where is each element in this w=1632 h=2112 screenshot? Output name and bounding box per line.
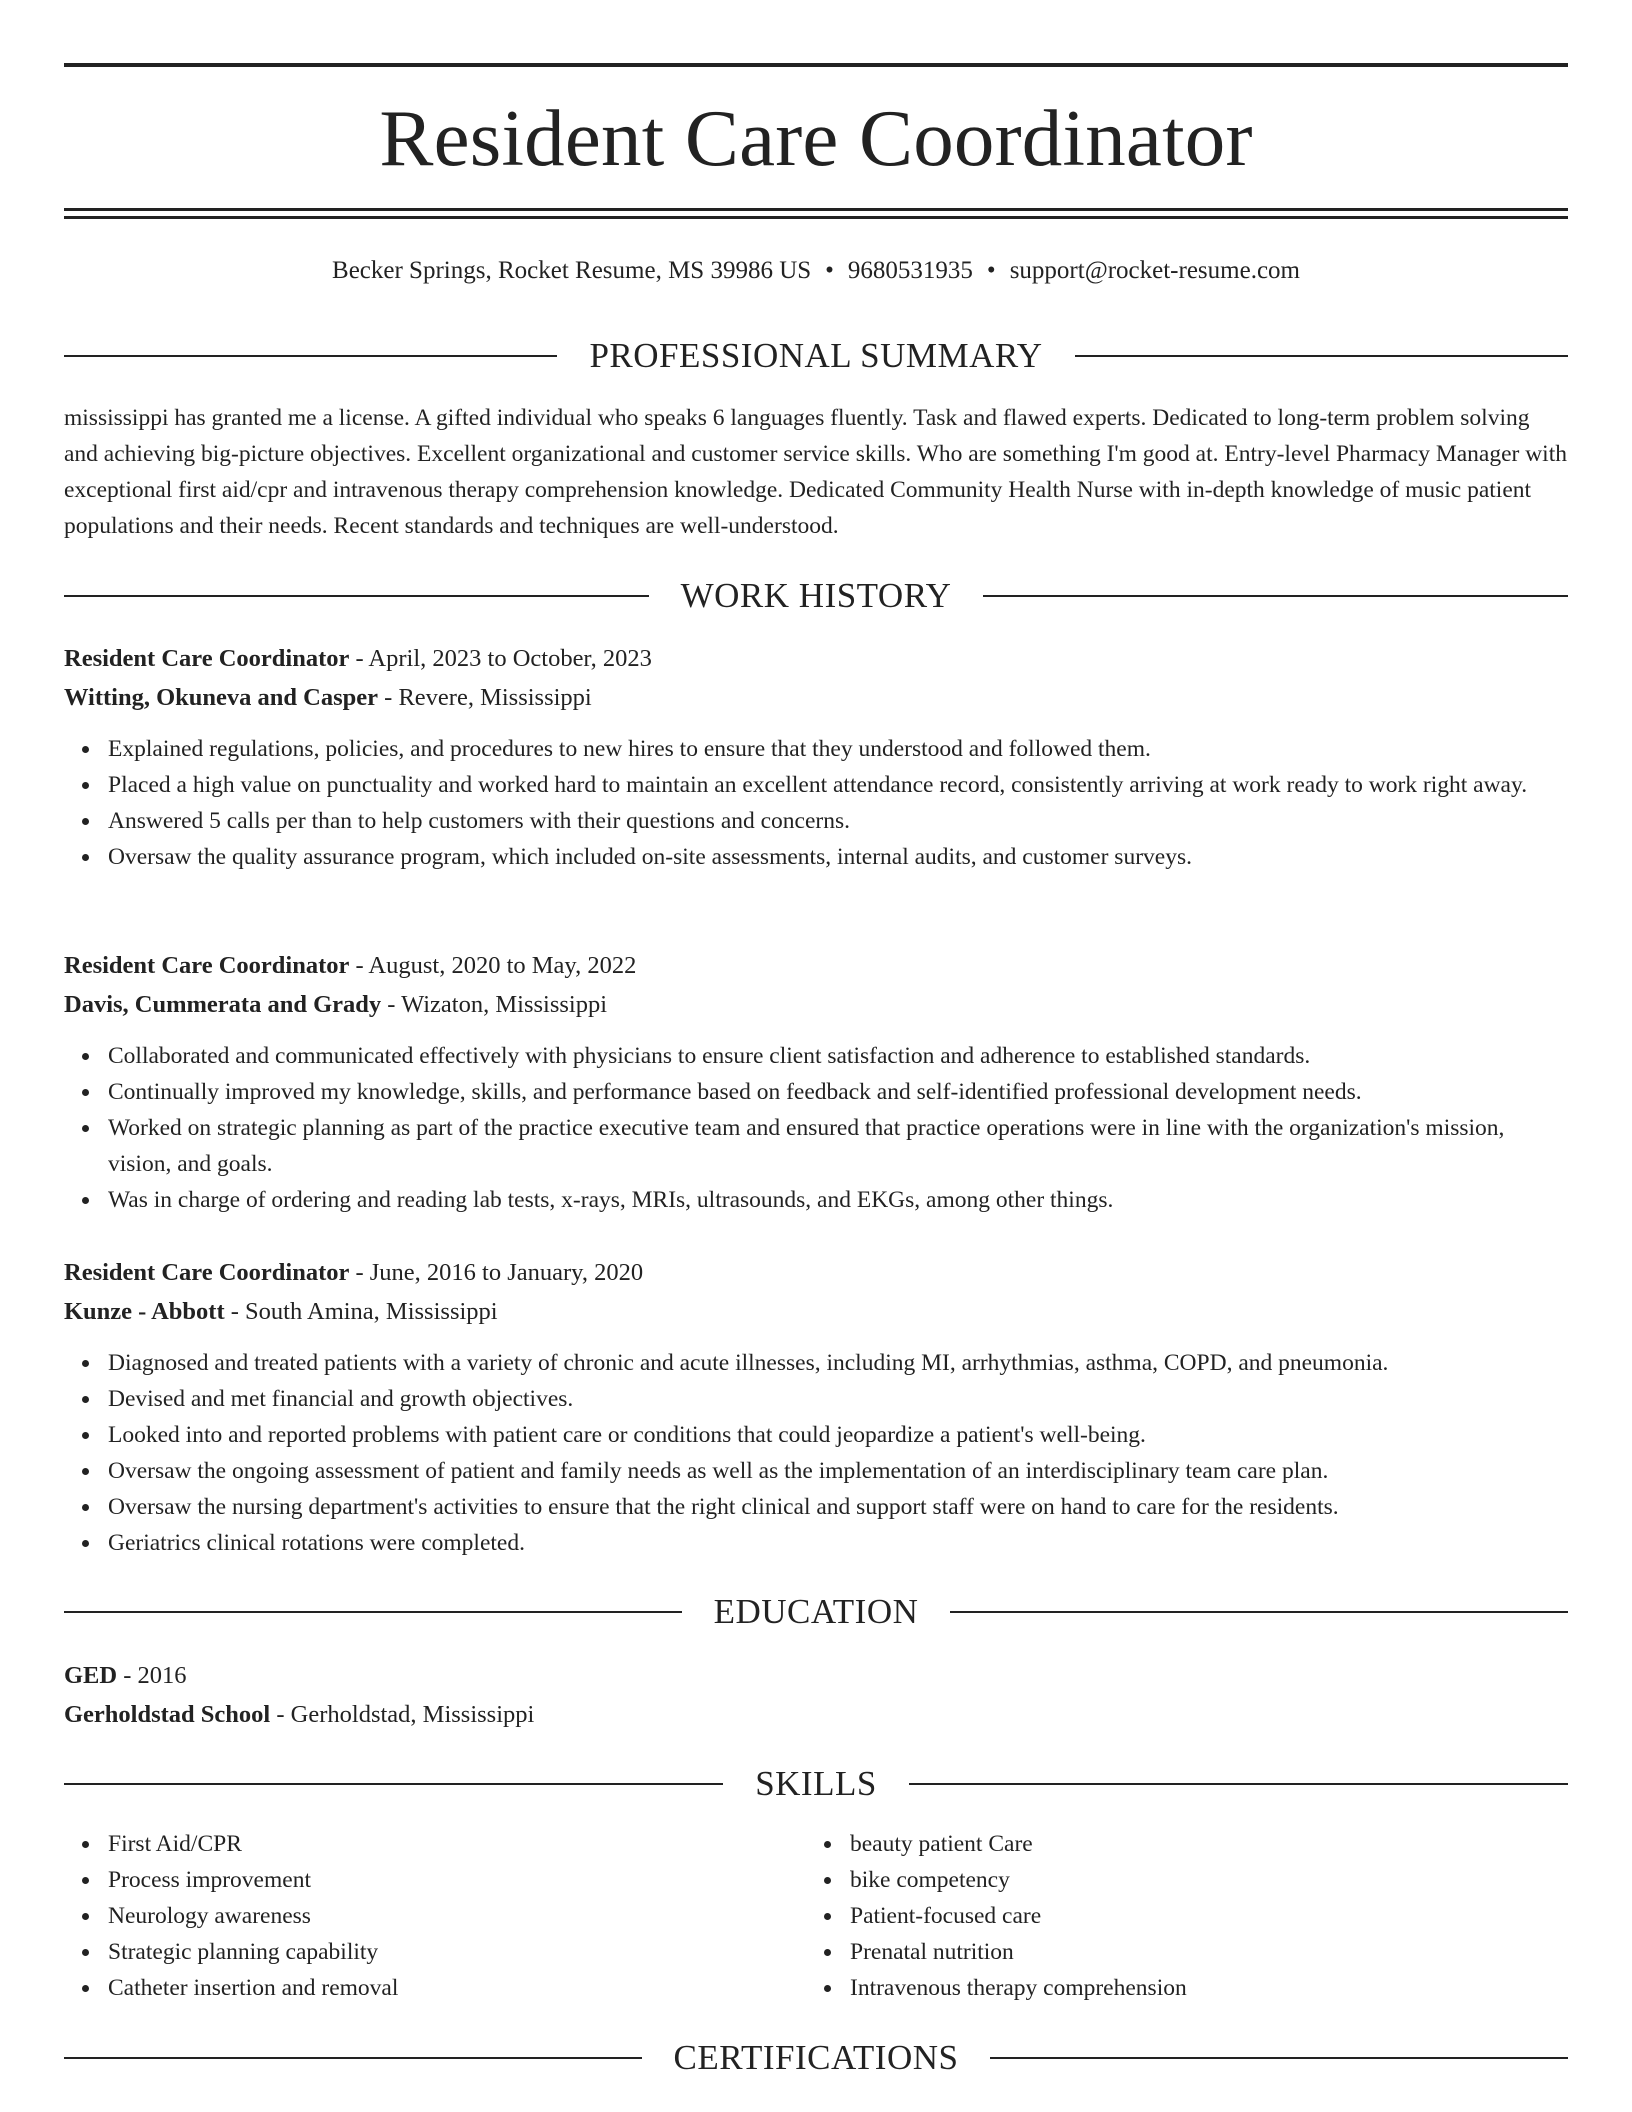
skill-item: Catheter insertion and removal	[108, 1970, 806, 2006]
job-entry-2	[64, 947, 1568, 1218]
job-company: Davis, Cummerata and Grady	[64, 991, 382, 1018]
job-bullet: Oversaw the ongoing assessment of patient and family needs as well as the implementation of an interdisciplinary team care plan.	[108, 1453, 1568, 1489]
job-bullet: Explained regulations, policies, and procedures to new hires to ensure that they understood and followed them.	[108, 731, 1568, 767]
job-bullet: Continually improved my knowledge, skills, and performance based on feedback and self-identified professional development needs.	[108, 1074, 1568, 1110]
contact-email: support@rocket-resume.com	[1009, 257, 1300, 284]
job-bullet: Oversaw the quality assurance program, which included on-site assessments, internal audits, and customer surveys.	[108, 839, 1568, 875]
section-rule-left	[64, 355, 557, 357]
section-rule-right	[909, 1783, 1568, 1785]
section-header-education	[64, 1590, 1568, 1634]
section-header-certifications	[64, 2036, 1568, 2080]
job-dates: - April, 2023 to October, 2023	[349, 645, 652, 672]
contact-line	[64, 254, 1568, 288]
job-title: Resident Care Coordinator	[64, 1259, 350, 1286]
job-bullet: Diagnosed and treated patients with a variety of chronic and acute illnesses, including MI, arrhythmias, asthma, COPD, and pneumonia.	[108, 1345, 1568, 1381]
job-bullets	[64, 1038, 1568, 1218]
contact-address: Becker Springs, Rocket Resume, MS 39986 US	[332, 257, 812, 284]
job-bullets	[64, 731, 1568, 875]
section-rule-left	[64, 1783, 723, 1785]
skills-column-left	[64, 1826, 806, 2006]
contact-separator: •	[986, 257, 996, 284]
contact-separator: •	[825, 257, 834, 284]
section-rule-right	[983, 595, 1568, 597]
job-bullet: Devised and met financial and growth objectives.	[108, 1381, 1568, 1417]
job-location: - Wizaton, Mississippi	[381, 991, 608, 1018]
job-title: Resident Care Coordinator	[64, 952, 350, 979]
job-location: - South Amina, Mississippi	[224, 1298, 498, 1325]
skills-bullets-right	[806, 1826, 1548, 2006]
education-location: - Gerholdstad, Mississippi	[270, 1701, 535, 1728]
job-bullet: Worked on strategic planning as part of the practice executive team and ensured that practice operations were in line with the organization's mission, vision, and goals.	[108, 1110, 1568, 1182]
skills-column-right	[806, 1826, 1548, 2006]
job-bullet: Geriatrics clinical rotations were completed.	[108, 1525, 1568, 1561]
section-rule-left	[64, 595, 649, 597]
section-header-skills	[64, 1762, 1568, 1806]
job-bullet: Looked into and reported problems with patient care or conditions that could jeopardize a patient's well-being.	[108, 1417, 1568, 1453]
skill-item: First Aid/CPR	[108, 1826, 806, 1862]
section-title-skills: SKILLS	[755, 1764, 877, 1803]
job-bullet: Collaborated and communicated effectively with physicians to ensure client satisfaction and adherence to established standards.	[108, 1038, 1568, 1074]
skill-item: beauty patient Care	[850, 1826, 1548, 1862]
job-title-line	[64, 640, 1568, 678]
section-rule-right	[990, 2057, 1568, 2059]
skills-bullets-left	[64, 1826, 806, 2006]
section-rule-right	[950, 1611, 1568, 1613]
job-location: - Revere, Mississippi	[378, 684, 592, 711]
section-title-summary: PROFESSIONAL SUMMARY	[589, 336, 1043, 375]
resume-title: Resident Care Coordinator	[379, 93, 1253, 183]
job-title-line	[64, 1254, 1568, 1292]
skill-item: Strategic planning capability	[108, 1934, 806, 1970]
job-bullets	[64, 1345, 1568, 1561]
title-rule-lower	[64, 216, 1568, 219]
education-year: - 2016	[117, 1662, 187, 1689]
job-bullet: Was in charge of ordering and reading lab tests, x-rays, MRIs, ultrasounds, and EKGs, among other things.	[108, 1182, 1568, 1218]
education-entry	[64, 1656, 1568, 1734]
summary-text: mississippi has granted me a license. A gifted individual who speaks 6 languages fluently. Task and flawed experts. Dedicated to long-term problem solving and achieving big-picture objectives. Excellent organizational and customer service skills. Who are something I'm good at. Entry-level Pharmacy Manager with exceptional first aid/cpr and intravenous therapy comprehension knowledge. Dedicated Community Health Nurse with in-depth knowledge of music patient populations and their needs. Recent standards and techniques are well-understood.	[64, 405, 1567, 539]
skill-item: Process improvement	[108, 1862, 806, 1898]
section-rule-left	[64, 1611, 682, 1613]
skill-item: bike competency	[850, 1862, 1548, 1898]
job-entry-1	[64, 640, 1568, 875]
title-rule-upper	[64, 208, 1568, 211]
job-dates: - June, 2016 to January, 2020	[349, 1259, 644, 1286]
section-rule-left	[64, 2057, 642, 2059]
job-bullet: Oversaw the nursing department's activities to ensure that the right clinical and support staff were on hand to care for the residents.	[108, 1489, 1568, 1525]
section-header-work	[64, 574, 1568, 618]
education-degree-line	[64, 1656, 1568, 1695]
contact-phone: 9680531935	[847, 257, 973, 284]
skill-item: Patient-focused care	[850, 1898, 1548, 1934]
section-header-summary	[64, 334, 1568, 378]
job-dates: - August, 2020 to May, 2022	[349, 952, 637, 979]
skills-list	[64, 1826, 1568, 2006]
skill-item: Prenatal nutrition	[850, 1934, 1548, 1970]
job-company-line	[64, 986, 1568, 1024]
education-school: Gerholdstad School	[64, 1701, 271, 1728]
section-title-certifications: CERTIFICATIONS	[673, 2038, 959, 2077]
job-company-line	[64, 1293, 1568, 1331]
skill-item: Intravenous therapy comprehension	[850, 1970, 1548, 2006]
section-title-education: EDUCATION	[713, 1592, 919, 1631]
section-rule-right	[1075, 355, 1568, 357]
education-school-line	[64, 1695, 1568, 1734]
job-company: Kunze - Abbott	[64, 1298, 225, 1325]
job-entry-3	[64, 1254, 1568, 1561]
job-title: Resident Care Coordinator	[64, 645, 350, 672]
section-title-work: WORK HISTORY	[680, 576, 952, 615]
job-bullet: Answered 5 calls per than to help customers with their questions and concerns.	[108, 803, 1568, 839]
job-bullet: Placed a high value on punctuality and worked hard to maintain an excellent attendance record, consistently arriving at work ready to work right away.	[108, 767, 1568, 803]
job-company: Witting, Okuneva and Casper	[64, 684, 379, 711]
job-title-line	[64, 947, 1568, 985]
top-rule	[64, 63, 1568, 67]
job-company-line	[64, 679, 1568, 717]
skill-item: Neurology awareness	[108, 1898, 806, 1934]
education-degree: GED	[64, 1662, 118, 1689]
